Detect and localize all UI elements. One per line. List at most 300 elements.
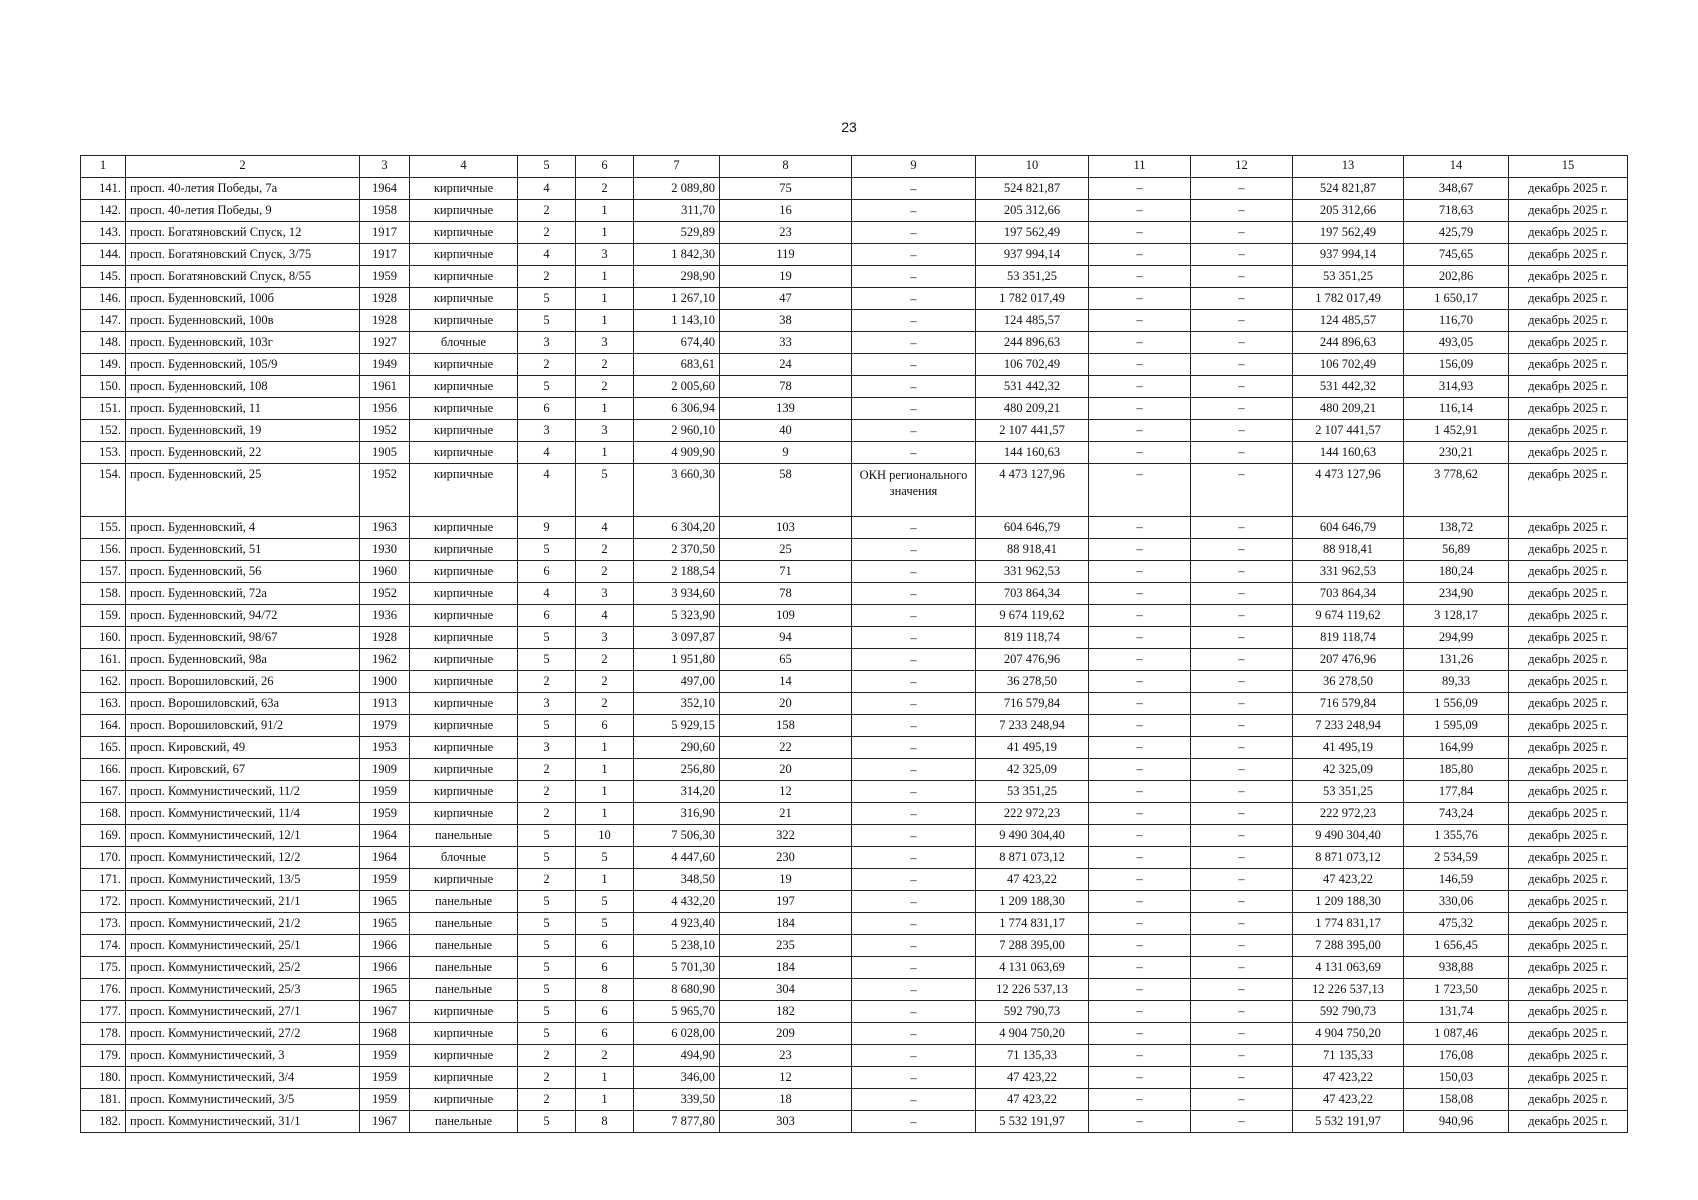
cell-row-number: 162. [81,671,126,693]
cell-deadline: декабрь 2025 г. [1509,869,1628,891]
housing-registry-table [80,155,1628,1133]
cell-cost-total: 12 226 537,13 [976,979,1089,1001]
cell-address: просп. Коммунистический, 11/4 [126,803,360,825]
cell-total-area: 298,90 [634,266,720,288]
table-row [81,693,1628,715]
cell-cost-amount: 1 782 017,49 [1293,288,1404,310]
cell-col-12: – [1191,979,1293,1001]
cell-wall-material: кирпичные [410,354,518,376]
cell-residents: 22 [720,737,852,759]
cell-cost-per-sqm: 743,24 [1404,803,1509,825]
cell-residents: 78 [720,376,852,398]
cell-col-12: – [1191,583,1293,605]
cell-cost-per-sqm: 940,96 [1404,1111,1509,1133]
table-row [81,979,1628,1001]
cell-residents: 58 [720,464,852,517]
cell-cost-total: 244 896,63 [976,332,1089,354]
cell-heritage-status: ОКН регионального значения [852,464,976,517]
cell-cost-total: 524 821,87 [976,178,1089,200]
table-row [81,517,1628,539]
cell-col-11: – [1089,1001,1191,1023]
cell-build-year: 1965 [360,913,410,935]
cell-residents: 71 [720,561,852,583]
cell-cost-total: 205 312,66 [976,200,1089,222]
cell-cost-amount: 12 226 537,13 [1293,979,1404,1001]
cell-floors: 5 [518,825,576,847]
cell-entrances: 2 [576,671,634,693]
cell-total-area: 5 323,90 [634,605,720,627]
cell-heritage-status: – [852,891,976,913]
page-number: 23 [841,119,857,135]
cell-total-area: 683,61 [634,354,720,376]
cell-heritage-status: – [852,781,976,803]
cell-total-area: 2 370,50 [634,539,720,561]
cell-cost-amount: 4 131 063,69 [1293,957,1404,979]
cell-row-number: 143. [81,222,126,244]
cell-build-year: 1964 [360,825,410,847]
cell-heritage-status: – [852,1089,976,1111]
cell-cost-total: 703 864,34 [976,583,1089,605]
cell-cost-amount: 36 278,50 [1293,671,1404,693]
cell-cost-amount: 205 312,66 [1293,200,1404,222]
cell-residents: 65 [720,649,852,671]
cell-heritage-status: – [852,847,976,869]
cell-heritage-status: – [852,442,976,464]
cell-residents: 109 [720,605,852,627]
cell-deadline: декабрь 2025 г. [1509,288,1628,310]
cell-deadline: декабрь 2025 г. [1509,847,1628,869]
cell-cost-total: 71 135,33 [976,1045,1089,1067]
cell-cost-per-sqm: 185,80 [1404,759,1509,781]
cell-wall-material: кирпичные [410,583,518,605]
cell-floors: 5 [518,891,576,913]
cell-address: просп. Коммунистический, 12/1 [126,825,360,847]
cell-col-12: – [1191,1111,1293,1133]
cell-col-12: – [1191,1023,1293,1045]
cell-col-12: – [1191,627,1293,649]
table-row [81,737,1628,759]
cell-cost-total: 592 790,73 [976,1001,1089,1023]
cell-floors: 2 [518,803,576,825]
cell-cost-amount: 2 107 441,57 [1293,420,1404,442]
cell-deadline: декабрь 2025 г. [1509,715,1628,737]
cell-heritage-status: – [852,605,976,627]
cell-entrances: 6 [576,957,634,979]
cell-heritage-status: – [852,376,976,398]
cell-col-12: – [1191,825,1293,847]
cell-col-11: – [1089,891,1191,913]
cell-build-year: 1963 [360,517,410,539]
cell-floors: 5 [518,1111,576,1133]
column-header: 13 [1293,156,1404,178]
cell-deadline: декабрь 2025 г. [1509,539,1628,561]
cell-address: просп. Коммунистический, 13/5 [126,869,360,891]
cell-cost-per-sqm: 89,33 [1404,671,1509,693]
cell-residents: 304 [720,979,852,1001]
cell-entrances: 1 [576,737,634,759]
cell-address: просп. Коммунистический, 11/2 [126,781,360,803]
cell-cost-total: 4 904 750,20 [976,1023,1089,1045]
cell-cost-total: 36 278,50 [976,671,1089,693]
cell-residents: 21 [720,803,852,825]
cell-address: просп. Буденновский, 56 [126,561,360,583]
cell-cost-per-sqm: 1 087,46 [1404,1023,1509,1045]
cell-row-number: 179. [81,1045,126,1067]
cell-address: просп. Кировский, 49 [126,737,360,759]
cell-cost-amount: 592 790,73 [1293,1001,1404,1023]
cell-deadline: декабрь 2025 г. [1509,891,1628,913]
cell-total-area: 6 304,20 [634,517,720,539]
cell-col-11: – [1089,376,1191,398]
table-row [81,869,1628,891]
table-row [81,178,1628,200]
cell-floors: 5 [518,310,576,332]
cell-floors: 5 [518,979,576,1001]
cell-deadline: декабрь 2025 г. [1509,979,1628,1001]
cell-row-number: 161. [81,649,126,671]
cell-build-year: 1928 [360,627,410,649]
cell-residents: 18 [720,1089,852,1111]
cell-address: просп. Коммунистический, 31/1 [126,1111,360,1133]
cell-col-11: – [1089,605,1191,627]
cell-cost-total: 53 351,25 [976,266,1089,288]
cell-col-12: – [1191,376,1293,398]
cell-entrances: 6 [576,1001,634,1023]
cell-col-12: – [1191,332,1293,354]
cell-deadline: декабрь 2025 г. [1509,649,1628,671]
cell-address: просп. 40-летия Победы, 7а [126,178,360,200]
column-header: 1 [81,156,126,178]
cell-entrances: 2 [576,1045,634,1067]
cell-entrances: 3 [576,244,634,266]
cell-deadline: декабрь 2025 г. [1509,913,1628,935]
cell-heritage-status: – [852,310,976,332]
cell-row-number: 166. [81,759,126,781]
cell-total-area: 346,00 [634,1067,720,1089]
cell-cost-total: 7 288 395,00 [976,935,1089,957]
cell-residents: 12 [720,1067,852,1089]
table-row [81,583,1628,605]
cell-cost-per-sqm: 745,65 [1404,244,1509,266]
cell-address: просп. Буденновский, 19 [126,420,360,442]
cell-col-11: – [1089,847,1191,869]
cell-floors: 5 [518,376,576,398]
cell-cost-total: 531 442,32 [976,376,1089,398]
cell-build-year: 1965 [360,979,410,1001]
table-row [81,376,1628,398]
table-row [81,847,1628,869]
table-row [81,649,1628,671]
cell-cost-total: 7 233 248,94 [976,715,1089,737]
cell-wall-material: кирпичные [410,288,518,310]
cell-col-11: – [1089,671,1191,693]
cell-cost-per-sqm: 156,09 [1404,354,1509,376]
cell-cost-amount: 8 871 073,12 [1293,847,1404,869]
cell-cost-per-sqm: 146,59 [1404,869,1509,891]
cell-deadline: декабрь 2025 г. [1509,759,1628,781]
cell-heritage-status: – [852,354,976,376]
cell-build-year: 1956 [360,398,410,420]
cell-deadline: декабрь 2025 г. [1509,1089,1628,1111]
cell-residents: 40 [720,420,852,442]
cell-address: просп. Буденновский, 22 [126,442,360,464]
cell-address: просп. Буденновский, 98а [126,649,360,671]
cell-floors: 5 [518,935,576,957]
cell-cost-per-sqm: 234,90 [1404,583,1509,605]
table-row [81,354,1628,376]
cell-build-year: 1959 [360,1089,410,1111]
cell-cost-per-sqm: 116,14 [1404,398,1509,420]
cell-heritage-status: – [852,398,976,420]
cell-total-area: 4 909,90 [634,442,720,464]
cell-floors: 2 [518,869,576,891]
cell-col-11: – [1089,583,1191,605]
cell-build-year: 1930 [360,539,410,561]
cell-cost-total: 1 209 188,30 [976,891,1089,913]
cell-cost-per-sqm: 348,67 [1404,178,1509,200]
cell-cost-per-sqm: 164,99 [1404,737,1509,759]
cell-deadline: декабрь 2025 г. [1509,266,1628,288]
cell-total-area: 348,50 [634,869,720,891]
table-row [81,200,1628,222]
cell-col-11: – [1089,442,1191,464]
cell-wall-material: кирпичные [410,1089,518,1111]
column-header: 12 [1191,156,1293,178]
cell-heritage-status: – [852,869,976,891]
cell-cost-per-sqm: 1 452,91 [1404,420,1509,442]
column-header: 6 [576,156,634,178]
cell-address: просп. Буденновский, 11 [126,398,360,420]
table-row [81,1045,1628,1067]
cell-floors: 2 [518,1045,576,1067]
cell-heritage-status: – [852,825,976,847]
cell-cost-per-sqm: 116,70 [1404,310,1509,332]
table-header [81,156,1628,178]
cell-wall-material: кирпичные [410,464,518,517]
cell-cost-amount: 47 423,22 [1293,869,1404,891]
cell-deadline: декабрь 2025 г. [1509,376,1628,398]
cell-col-11: – [1089,957,1191,979]
cell-entrances: 1 [576,200,634,222]
cell-total-area: 316,90 [634,803,720,825]
cell-address: просп. Коммунистический, 27/2 [126,1023,360,1045]
cell-col-11: – [1089,913,1191,935]
cell-row-number: 178. [81,1023,126,1045]
cell-floors: 5 [518,957,576,979]
cell-residents: 209 [720,1023,852,1045]
cell-cost-amount: 106 702,49 [1293,354,1404,376]
cell-entrances: 1 [576,442,634,464]
cell-wall-material: кирпичные [410,178,518,200]
cell-wall-material: панельные [410,935,518,957]
cell-cost-per-sqm: 938,88 [1404,957,1509,979]
cell-residents: 20 [720,693,852,715]
cell-col-12: – [1191,398,1293,420]
cell-wall-material: кирпичные [410,200,518,222]
cell-floors: 6 [518,605,576,627]
cell-build-year: 1952 [360,464,410,517]
cell-residents: 158 [720,715,852,737]
cell-floors: 4 [518,178,576,200]
cell-col-12: – [1191,244,1293,266]
cell-floors: 3 [518,420,576,442]
cell-heritage-status: – [852,671,976,693]
cell-col-11: – [1089,266,1191,288]
cell-cost-amount: 7 288 395,00 [1293,935,1404,957]
cell-residents: 184 [720,957,852,979]
cell-total-area: 6 306,94 [634,398,720,420]
cell-wall-material: панельные [410,957,518,979]
cell-col-11: – [1089,935,1191,957]
cell-address: просп. 40-летия Победы, 9 [126,200,360,222]
table-row [81,288,1628,310]
cell-deadline: декабрь 2025 г. [1509,398,1628,420]
cell-address: просп. Буденновский, 100в [126,310,360,332]
cell-row-number: 169. [81,825,126,847]
cell-build-year: 1928 [360,310,410,332]
cell-build-year: 1952 [360,420,410,442]
cell-cost-per-sqm: 475,32 [1404,913,1509,935]
cell-wall-material: кирпичные [410,1067,518,1089]
cell-entrances: 5 [576,891,634,913]
cell-floors: 5 [518,288,576,310]
cell-wall-material: кирпичные [410,561,518,583]
cell-row-number: 151. [81,398,126,420]
table-row [81,266,1628,288]
cell-floors: 4 [518,442,576,464]
cell-cost-amount: 819 118,74 [1293,627,1404,649]
cell-entrances: 3 [576,627,634,649]
cell-cost-total: 124 485,57 [976,310,1089,332]
cell-wall-material: панельные [410,979,518,1001]
cell-cost-amount: 1 209 188,30 [1293,891,1404,913]
cell-col-11: – [1089,759,1191,781]
cell-cost-amount: 144 160,63 [1293,442,1404,464]
cell-cost-amount: 53 351,25 [1293,266,1404,288]
cell-cost-amount: 9 490 304,40 [1293,825,1404,847]
cell-cost-total: 819 118,74 [976,627,1089,649]
cell-cost-per-sqm: 138,72 [1404,517,1509,539]
cell-entrances: 6 [576,1023,634,1045]
cell-col-12: – [1191,913,1293,935]
cell-cost-per-sqm: 3 128,17 [1404,605,1509,627]
cell-address: просп. Буденновский, 51 [126,539,360,561]
cell-total-area: 674,40 [634,332,720,354]
cell-residents: 182 [720,1001,852,1023]
cell-cost-per-sqm: 1 595,09 [1404,715,1509,737]
table-row [81,1067,1628,1089]
cell-floors: 4 [518,464,576,517]
cell-wall-material: кирпичные [410,869,518,891]
cell-wall-material: кирпичные [410,759,518,781]
cell-cost-per-sqm: 150,03 [1404,1067,1509,1089]
cell-deadline: декабрь 2025 г. [1509,200,1628,222]
cell-heritage-status: – [852,913,976,935]
column-header: 2 [126,156,360,178]
cell-col-12: – [1191,693,1293,715]
cell-floors: 5 [518,913,576,935]
cell-row-number: 174. [81,935,126,957]
cell-wall-material: кирпичные [410,222,518,244]
cell-col-11: – [1089,398,1191,420]
column-header: 15 [1509,156,1628,178]
cell-col-11: – [1089,781,1191,803]
cell-cost-per-sqm: 294,99 [1404,627,1509,649]
cell-residents: 197 [720,891,852,913]
cell-deadline: декабрь 2025 г. [1509,583,1628,605]
cell-total-area: 497,00 [634,671,720,693]
cell-wall-material: кирпичные [410,781,518,803]
cell-col-11: – [1089,1023,1191,1045]
cell-col-12: – [1191,891,1293,913]
cell-heritage-status: – [852,561,976,583]
cell-floors: 2 [518,266,576,288]
cell-deadline: декабрь 2025 г. [1509,957,1628,979]
cell-entrances: 5 [576,913,634,935]
cell-floors: 2 [518,354,576,376]
cell-row-number: 156. [81,539,126,561]
cell-cost-total: 1 774 831,17 [976,913,1089,935]
cell-col-12: – [1191,781,1293,803]
cell-total-area: 3 097,87 [634,627,720,649]
cell-wall-material: кирпичные [410,517,518,539]
cell-address: просп. Коммунистический, 3/5 [126,1089,360,1111]
cell-cost-per-sqm: 177,84 [1404,781,1509,803]
cell-total-area: 4 432,20 [634,891,720,913]
cell-col-11: – [1089,539,1191,561]
cell-address: просп. Коммунистический, 21/2 [126,913,360,935]
cell-col-12: – [1191,957,1293,979]
cell-row-number: 158. [81,583,126,605]
cell-cost-amount: 42 325,09 [1293,759,1404,781]
cell-total-area: 7 506,30 [634,825,720,847]
cell-build-year: 1966 [360,957,410,979]
cell-entrances: 1 [576,288,634,310]
cell-col-11: – [1089,332,1191,354]
cell-deadline: декабрь 2025 г. [1509,803,1628,825]
cell-cost-amount: 1 774 831,17 [1293,913,1404,935]
table-row [81,332,1628,354]
table-row [81,464,1628,517]
cell-col-12: – [1191,178,1293,200]
cell-floors: 2 [518,781,576,803]
cell-entrances: 8 [576,1111,634,1133]
cell-floors: 3 [518,693,576,715]
cell-total-area: 256,80 [634,759,720,781]
cell-entrances: 2 [576,539,634,561]
cell-deadline: декабрь 2025 г. [1509,561,1628,583]
cell-heritage-status: – [852,244,976,266]
cell-entrances: 2 [576,178,634,200]
cell-entrances: 2 [576,561,634,583]
cell-address: просп. Буденновский, 100б [126,288,360,310]
cell-total-area: 3 660,30 [634,464,720,517]
cell-address: просп. Коммунистический, 27/1 [126,1001,360,1023]
cell-residents: 303 [720,1111,852,1133]
cell-cost-total: 4 473 127,96 [976,464,1089,517]
cell-heritage-status: – [852,178,976,200]
cell-build-year: 1959 [360,781,410,803]
cell-heritage-status: – [852,979,976,1001]
cell-residents: 12 [720,781,852,803]
cell-col-12: – [1191,759,1293,781]
cell-wall-material: кирпичные [410,737,518,759]
table-row [81,759,1628,781]
cell-row-number: 172. [81,891,126,913]
cell-cost-total: 5 532 191,97 [976,1111,1089,1133]
cell-col-12: – [1191,1067,1293,1089]
cell-cost-total: 197 562,49 [976,222,1089,244]
